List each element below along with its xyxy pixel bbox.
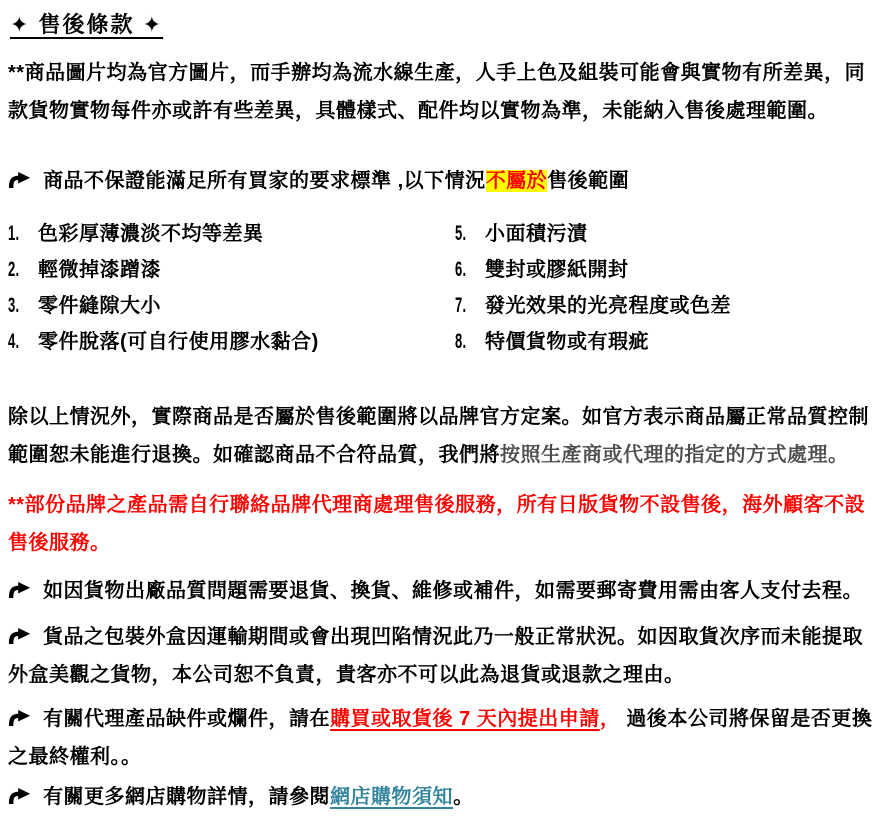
item-text: 色彩厚薄濃淡不均等差異 — [38, 223, 264, 245]
exclusion-item-2 — [8, 252, 455, 288]
point-more-info — [8, 778, 880, 816]
application-deadline-text: 購買或取貨後 7 天內提出申請 — [330, 708, 600, 730]
page-title: ✦ 售後條款 ✦ — [10, 12, 164, 37]
decision-handling-text: 按照生產商或代理的指定的方式處理。 — [500, 444, 849, 466]
item-number: 2. — [8, 258, 20, 281]
not-covered-suffix: 售後範圍 — [547, 170, 630, 192]
curved-right-arrow-icon — [8, 581, 31, 599]
item-number: 6. — [455, 258, 467, 281]
missing-parts-before: 有關代理產品缺件或爛件，請在 — [43, 708, 331, 730]
packaging-text: 貨品之包裝外盒因運輸期間或會出現凹陷情況此乃一般正常狀況。如因取貨次序而未能提取外盒美觀之貨物，本公司恕不負責，貴客亦不可以此為退貨或退款之理由。 — [8, 626, 864, 686]
more-info-before: 有關更多網店購物詳情，請參閱 — [43, 786, 331, 808]
not-covered-header — [8, 162, 880, 200]
curved-right-arrow-icon — [8, 709, 31, 727]
point-factory-defect — [8, 572, 880, 610]
para-official-decision — [8, 398, 880, 474]
missing-parts-after: 過後本公司將保留是否更換之最終權利。。 — [8, 708, 873, 768]
item-number: 8. — [455, 330, 467, 353]
item-number: 5. — [455, 222, 467, 245]
item-text: 輕微掉漆蹭漆 — [38, 259, 161, 281]
exclusion-item-6 — [455, 252, 880, 288]
shop-guide-link[interactable]: 網店購物須知 — [330, 786, 454, 808]
item-text: 特價貨物或有瑕疵 — [485, 331, 649, 353]
exclusion-item-5 — [455, 216, 880, 252]
exclusion-list — [8, 216, 880, 360]
item-number: 4. — [8, 330, 20, 353]
item-text: 發光效果的光亮程度或色差 — [485, 295, 731, 317]
exclusion-item-1 — [8, 216, 455, 252]
not-covered-prefix: 商品不保證能滿足所有買家的要求標準 ,以下情況 — [43, 170, 486, 192]
item-number: 7. — [455, 294, 467, 317]
item-text: 零件脫落(可自行使用膠水黏合) — [38, 331, 319, 353]
exclusion-item-4 — [8, 324, 455, 360]
item-text: 雙封或膠紙開封 — [485, 259, 629, 281]
decision-text: 除以上情況外，實際商品是否屬於售後範圍將以品牌官方定案。如官方表示商品屬正常品質控制範圍恕未能進行退換。如確認商品不合符品質，我們將 — [8, 406, 869, 466]
point-packaging — [8, 618, 880, 694]
exclusion-item-7 — [455, 288, 880, 324]
para-product-images: **商品圖片均為官方圖片，而手辦均為流水線生產，人手上色及組裝可能會與實物有所差異，同款貨物實物每件亦或許有些差異，具體樣式、配件均以實物為準，未能納入售後處理範圍。 — [8, 62, 866, 122]
more-info-after: 。 — [453, 786, 474, 808]
curved-right-arrow-icon — [8, 787, 31, 805]
factory-defect-text: 如因貨物出廠品質問題需要退貨、換貨、維修或補件，如需要郵寄費用需由客人支付去程。 — [43, 580, 864, 602]
para-brand-agency-notice: **部份品牌之產品需自行聯絡品牌代理商處理售後服務，所有日版貨物不設售後，海外顧客不設售後服務。 — [8, 494, 866, 554]
item-number: 3. — [8, 294, 20, 317]
point-missing-parts — [8, 700, 880, 776]
red-comma: ， — [599, 708, 621, 730]
item-text: 小面積污漬 — [485, 223, 588, 245]
exclusion-item-8 — [455, 324, 880, 360]
highlighted-not-covered: 不屬於 — [485, 170, 548, 192]
exclusion-item-3 — [8, 288, 455, 324]
item-number: 1. — [8, 222, 20, 245]
curved-right-arrow-icon — [8, 171, 31, 189]
curved-right-arrow-icon — [8, 627, 31, 645]
item-text: 零件縫隙大小 — [38, 295, 161, 317]
